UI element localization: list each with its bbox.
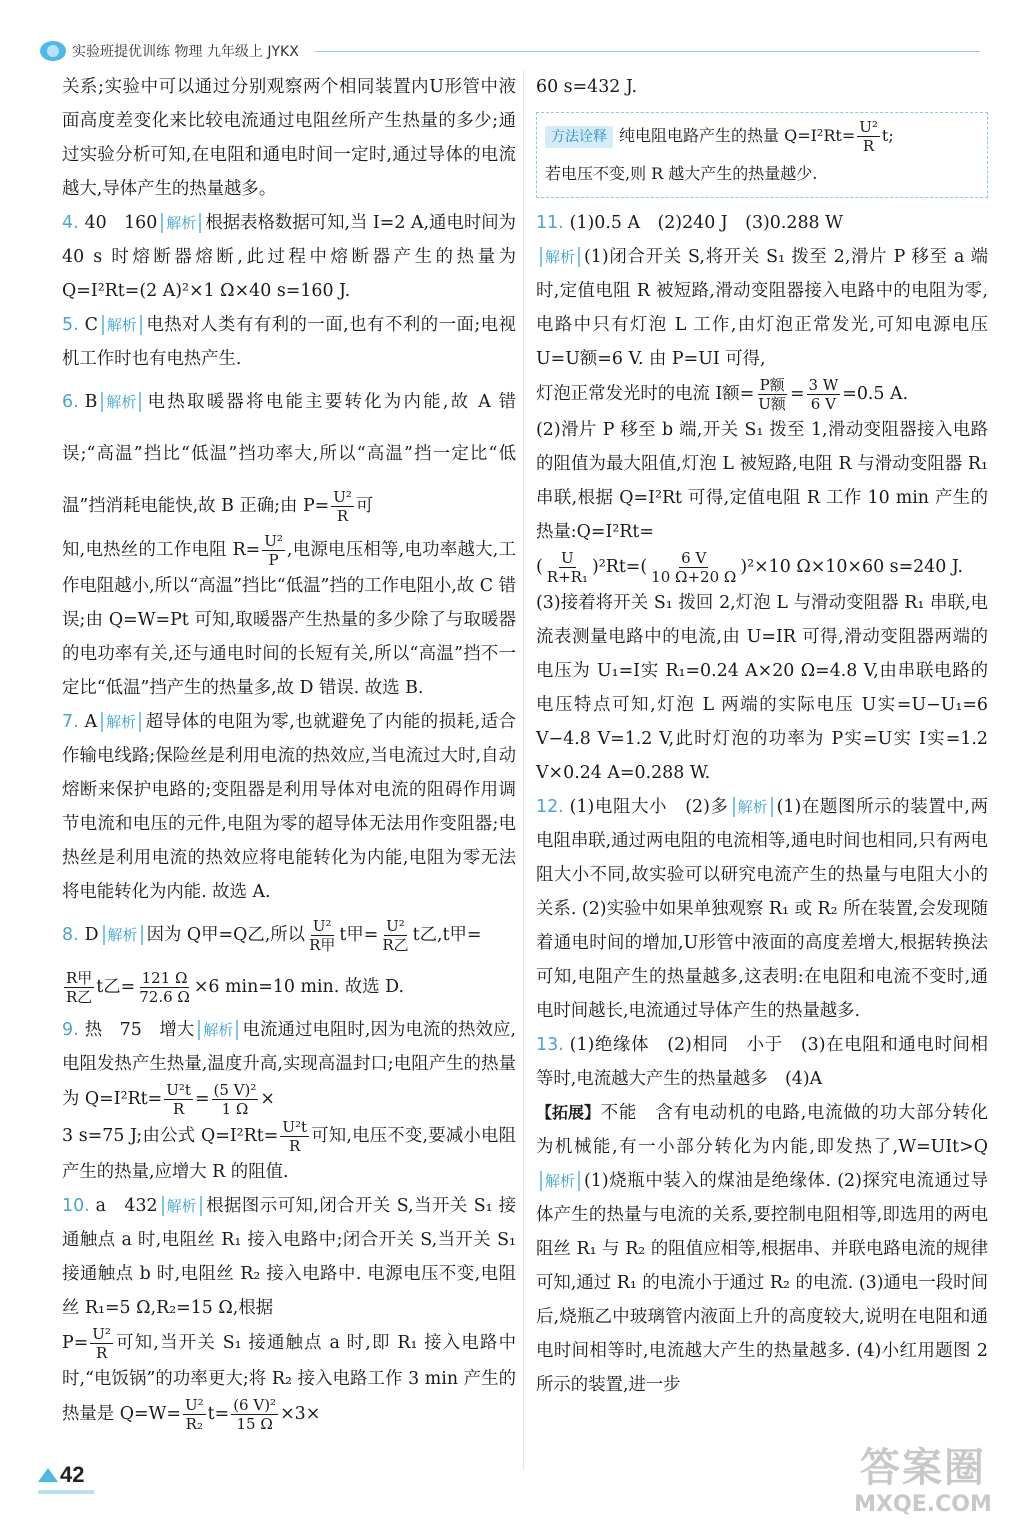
item-number: 8. bbox=[62, 925, 79, 945]
item-number: 9. bbox=[62, 1020, 79, 1040]
analysis-tag: 解析 bbox=[161, 213, 201, 233]
item-answer: 热 75 增大 bbox=[84, 1020, 195, 1040]
fraction: $\frac{\text{U²}}{\text{R₂}}$ bbox=[184, 1396, 204, 1433]
answer-item-9 bbox=[62, 1013, 516, 1189]
item-answer: D bbox=[84, 925, 99, 945]
item-text: )²×10 Ω×10×60 s=240 J. bbox=[740, 557, 964, 577]
watermark-logo bbox=[848, 1444, 998, 1524]
item-text: (1)在题图所示的装置中,两电阻串联,通过两电阻的电流相等,通电时间也相同,只有两电阻大小不同,故实验可以研究电流产生的热量与电阻大小的关系. (2)实验中如果单独观察 R₁ 或 R₂ 所在装置,会发现随着通电时间的增加,U形管中液面的高度差增大,根据转换法可知,电阻产生的热量越多,这表明:在电阻和电流不变时,通电时间越长,电流通过导体产生的热量越多. bbox=[536, 797, 988, 1021]
answer-item-11 bbox=[536, 206, 988, 790]
item-text: t乙= bbox=[96, 977, 136, 997]
page-header bbox=[40, 38, 980, 64]
item-answer: (1)0.5 A (2)240 J (3)0.288 W bbox=[569, 213, 843, 233]
header-rule bbox=[315, 51, 980, 52]
continuation-text: 60 s=432 J. bbox=[536, 77, 638, 97]
fraction: $\frac{\text{U²}}{\text{R乙}}$ bbox=[382, 917, 409, 954]
answer-item-10 bbox=[62, 1189, 516, 1433]
fraction: $\frac{121 \Omega}{72.6 \Omega}$ bbox=[139, 969, 190, 1006]
item-text: 电热取暖器将电能主要转化为内能,故 A 错误;“高温”挡比“低温”挡功率大,所以“高温”挡一定比“低温”挡消耗电能快,故 B 正确;由 P= bbox=[62, 392, 516, 516]
fraction: $\frac{\text{U²t}}{R}$ bbox=[166, 1081, 191, 1118]
item-answer: (1)绝缘体 (2)相同 小于 (3)在电阻和通电时间相等时,电流越大产生的热量越多 (4)A bbox=[536, 1035, 988, 1089]
fraction: $\frac{6 V}{10 \Omega+20 \Omega}$ bbox=[651, 549, 737, 586]
item-text: × bbox=[260, 1089, 275, 1109]
item-text: 可 bbox=[355, 496, 374, 516]
item-text: 可知,电压不变,要减小电阻产生的热量,应增大 R 的阻值. bbox=[62, 1126, 516, 1182]
item-text: t乙,t甲= bbox=[412, 925, 482, 945]
fraction: $\frac{3 W}{6 V}$ bbox=[808, 376, 839, 413]
item-text: 可知,当开关 S₁ 接通触点 a 时,即 R₁ 接入电路中时,“电饭锅”的功率更大;将 R₂ 接入电路工作 3 min 产生的热量是 Q=W= bbox=[62, 1333, 516, 1424]
answer-item-4 bbox=[62, 206, 516, 308]
column-divider bbox=[523, 70, 524, 1470]
item-text: 电流通过电阻时,因为电流的热效应,电阻发热产生热量,温度升高,实现高温封口;电阻产生的热量为 Q=I²Rt= bbox=[62, 1020, 516, 1109]
item-number: 4. bbox=[62, 213, 79, 233]
answer-item-5 bbox=[62, 308, 516, 376]
answer-item-6 bbox=[62, 376, 516, 705]
analysis-tag: 解析 bbox=[198, 1020, 238, 1040]
item-text: ( bbox=[536, 557, 543, 577]
intro-paragraph: 关系;实验中可以通过分别观察两个相同装置内U形管中液面高度差变化来比较电流通过电阻丝所产生热量的多少;通过实验分析可知,在电阻和通电时间一定时,通过导体的电流越大,导体产生的热量越多。 bbox=[62, 77, 516, 199]
item-text: t= bbox=[207, 1404, 230, 1424]
item-text: 根据图示可知,闭合开关 S,当开关 S₁ 接通触点 a 时,电阻丝 R₁ 接入电路中;闭合开关 S,当开关 S₁ 接通触点 b 时,电阻丝 R₂ 接入电路中. 电源电压不变,电阻丝 R₁=5 Ω,R₂=15 Ω,根据 bbox=[62, 1196, 517, 1318]
fraction: $\frac{\text{U²}}{R}$ bbox=[92, 1325, 111, 1362]
item-text: = bbox=[789, 384, 805, 404]
answer-item-13 bbox=[536, 1028, 988, 1402]
analysis-tag: 解析 bbox=[733, 797, 773, 817]
item-text: (1)烧瓶中装入的煤油是绝缘体. (2)探究电流通过导体产生的热量与电流的关系,要控制电阻相等,即选用的两电阻丝 R₁ 与 R₂ 的阻值应相等,根据串、并联电路电流的规律可知,通过 R₁ 的电流小于通过 R₂ 的电流. (3)通电一段时间后,烧瓶乙中玻璃管内液面上升的高度较大,说明在电阻和通电时间相等时,电流越大产生的热量越多. (4)小红用题图 2 所示的装置,进一步 bbox=[536, 1171, 988, 1395]
method-text: t; bbox=[881, 126, 894, 145]
page-number-underline bbox=[38, 1490, 94, 1494]
item-answer: 40 160 bbox=[84, 213, 158, 233]
watermark-text: 答案圈 bbox=[860, 1445, 986, 1491]
item-answer: (1)电阻大小 (2)多 bbox=[569, 797, 729, 817]
fraction: $\frac{\text{U²}}{\text{R甲}}$ bbox=[309, 917, 336, 954]
extension-text: 不能 含有电动机的电路,电流做的功大部分转化为机械能,有一小部分转化为内能,即发热了,W=UIt>Q bbox=[536, 1103, 988, 1157]
method-text: 纯电阻电路产生的热量 Q=I²Rt= bbox=[619, 126, 856, 145]
fraction: $\frac{\text{U²}}{R}$ bbox=[333, 488, 352, 525]
fraction: $\frac{\text{U²t}}{R}$ bbox=[282, 1118, 307, 1155]
item-text: =0.5 A. bbox=[842, 384, 909, 404]
analysis-tag: 解析 bbox=[102, 315, 142, 335]
fraction: $\frac{\text{R甲}}{\text{R乙}}$ bbox=[66, 969, 93, 1006]
left-column bbox=[62, 70, 516, 1433]
analysis-tag: 解析 bbox=[540, 247, 580, 267]
item-answer: A bbox=[84, 712, 98, 732]
analysis-tag: 解析 bbox=[101, 392, 141, 412]
analysis-tag: 解析 bbox=[101, 712, 141, 732]
item-text: t甲= bbox=[339, 925, 379, 945]
page-number-text: 42 bbox=[60, 1462, 85, 1487]
fraction: $\frac{\text{U²}}{R}$ bbox=[859, 118, 878, 155]
item-number: 6. bbox=[62, 392, 79, 412]
item-text: 灯泡正常发光时的电流 I额= bbox=[536, 384, 755, 404]
up-arrow-icon bbox=[38, 1468, 58, 1482]
item-text: 3 s=75 J;由公式 Q=I²Rt= bbox=[62, 1126, 279, 1146]
extension-tag: 【拓展】 bbox=[536, 1103, 601, 1122]
answer-item-12 bbox=[536, 790, 988, 1028]
page-number bbox=[38, 1462, 84, 1488]
analysis-tag: 解析 bbox=[162, 1196, 202, 1216]
item-text: ,电源电压相等,电功率越大,工作电阻越小,所以“高温”挡比“低温”挡的工作电阻小,故 C 错误;由 Q=W=Pt 可知,取暖器产生热量的多少除了与取暖器的电功率有关,还与通电时间的长短有关,所以“高温”挡不一定比“低温”挡产生的热量多,故 D 错误. 故选 B. bbox=[62, 540, 516, 698]
method-text: 若电压不变,则 R 越大产生的热量越少. bbox=[545, 164, 818, 183]
item-number: 7. bbox=[62, 712, 79, 732]
item-text: )²Rt=( bbox=[591, 557, 648, 577]
answer-item-8 bbox=[62, 909, 516, 1013]
item-text: P= bbox=[62, 1333, 89, 1353]
item-number: 5. bbox=[62, 315, 79, 335]
book-logo-icon bbox=[40, 41, 66, 61]
fraction: $\frac{\text{(6 V)²}}{15 \Omega}$ bbox=[233, 1396, 277, 1433]
fraction: $\frac{\text{P额}}{\text{U额}}$ bbox=[758, 376, 786, 413]
item-number: 10. bbox=[62, 1196, 90, 1216]
item-answer: B bbox=[84, 392, 98, 412]
analysis-tag: 解析 bbox=[540, 1171, 580, 1191]
right-column bbox=[536, 70, 988, 1402]
item-text: ×6 min=10 min. 故选 D. bbox=[193, 977, 404, 997]
analysis-tag: 解析 bbox=[103, 925, 143, 945]
item-answer: a 432 bbox=[95, 1196, 158, 1216]
answer-item-7 bbox=[62, 705, 516, 909]
item-text: = bbox=[194, 1089, 210, 1109]
item-text: ×3× bbox=[280, 1404, 321, 1424]
item-number: 11. bbox=[536, 213, 564, 233]
item-text: 知,电热丝的工作电阻 R= bbox=[62, 540, 261, 560]
item-text: (3)接着将开关 S₁ 拨回 2,灯泡 L 与滑动变阻器 R₁ 串联,电流表测量电路中的电流,由 U=IR 可得,滑动变阻器两端的电压为 U₁=I实 R₁=0.24 A×20 Ω=4.8 V,由串联电路的电压特点可知,灯泡 L 两端的实际电压 U实=U−U₁=6 V−4.8 V=1.2 V,此时灯泡的功率为 P实=U实 I实=1.2 V×0.24 A=0.288 W. bbox=[536, 593, 988, 783]
fraction: $\frac{U}{\text{R+R₁}}$ bbox=[546, 549, 588, 586]
item-text: (1)闭合开关 S,将开关 S₁ 拨至 2,滑片 P 移至 a 端时,定值电阻 R 被短路,滑动变阻器接入电路中的电阻为零,电路中只有灯泡 L 工作,由灯泡正常发光,可知电源电压 U=U额=6 V. 由 P=UI 可得, bbox=[536, 247, 988, 369]
item-text: 根据表格数据可知,当 I=2 A,通电时间为 40 s 时熔断器熔断,此过程中熔断器产生的热量为 Q=I²Rt=(2 A)²×1 Ω×40 s=160 J. bbox=[62, 213, 516, 301]
fraction: $\frac{\text{U²}}{P}$ bbox=[264, 532, 283, 569]
watermark-url: MXQE.COM bbox=[854, 1492, 992, 1517]
method-tag: 方法诠释 bbox=[545, 126, 613, 148]
item-text: 因为 Q甲=Q乙,所以 bbox=[146, 925, 306, 945]
method-note-box bbox=[536, 112, 988, 198]
item-number: 12. bbox=[536, 797, 564, 817]
item-text: (2)滑片 P 移至 b 端,开关 S₁ 拨至 1,滑动变阻器接入电路的阻值为最大阻值,灯泡 L 被短路,电阻 R 与滑动变阻器 R₁ 串联,根据 Q=I²Rt 可得,定值电阻 R 工作 10 min 产生的热量:Q=I²Rt= bbox=[536, 420, 988, 542]
item-number: 13. bbox=[536, 1035, 564, 1055]
fraction: $\frac{\text{(5 V)²}}{1 \Omega}$ bbox=[213, 1081, 257, 1118]
header-title: 实验班提优训练 物理 九年级上 JYKX bbox=[72, 44, 299, 60]
item-answer: C bbox=[84, 315, 98, 335]
item-text: 超导体的电阻为零,也就避免了内能的损耗,适合作输电线路;保险丝是利用电流的热效应,当电流过大时,自动熔断来保护电路的;变阻器是利用导体对电流的阻碍作用调节电流和电压的元件,电阻为零的超导体无法用作变阻器;电热丝是利用电流的热效应将电能转化为内能,电阻为零无法将电能转化为内能. 故选 A. bbox=[62, 712, 516, 902]
item-text: 电热对人类有有利的一面,也有不利的一面;电视机工作时也有电热产生. bbox=[62, 315, 516, 369]
